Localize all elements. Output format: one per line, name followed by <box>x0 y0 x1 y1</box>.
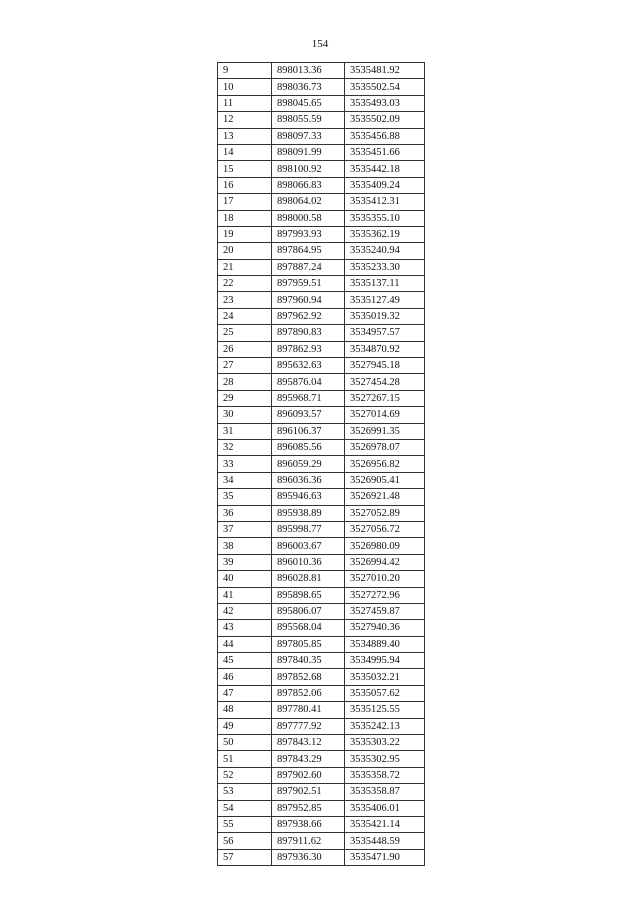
table-row <box>218 849 425 865</box>
table-row <box>218 161 425 177</box>
table-row <box>218 816 425 832</box>
x-coordinate-cell: 897911.62 <box>272 833 345 849</box>
table-row <box>218 374 425 390</box>
y-coordinate-cell: 3527945.18 <box>345 358 425 374</box>
point-number-cell: 32 <box>218 439 272 455</box>
y-coordinate-cell: 3535502.09 <box>345 112 425 128</box>
table-row <box>218 571 425 587</box>
x-coordinate-cell: 897780.41 <box>272 702 345 718</box>
y-coordinate-cell: 3535127.49 <box>345 292 425 308</box>
y-coordinate-cell: 3526921.48 <box>345 489 425 505</box>
table-row <box>218 833 425 849</box>
x-coordinate-cell: 895946.63 <box>272 489 345 505</box>
table-row <box>218 325 425 341</box>
table-row <box>218 292 425 308</box>
y-coordinate-cell: 3526956.82 <box>345 456 425 472</box>
y-coordinate-cell: 3535456.88 <box>345 128 425 144</box>
x-coordinate-cell: 895806.07 <box>272 603 345 619</box>
point-number-cell: 30 <box>218 407 272 423</box>
x-coordinate-cell: 897902.51 <box>272 784 345 800</box>
table-row <box>218 423 425 439</box>
table-row <box>218 259 425 275</box>
x-coordinate-cell: 897959.51 <box>272 276 345 292</box>
table-row <box>218 587 425 603</box>
x-coordinate-cell: 897960.94 <box>272 292 345 308</box>
y-coordinate-cell: 3535302.95 <box>345 751 425 767</box>
point-number-cell: 11 <box>218 95 272 111</box>
x-coordinate-cell: 895938.89 <box>272 505 345 521</box>
x-coordinate-cell: 896010.36 <box>272 554 345 570</box>
point-number-cell: 29 <box>218 390 272 406</box>
y-coordinate-cell: 3527014.69 <box>345 407 425 423</box>
y-coordinate-cell: 3527940.36 <box>345 620 425 636</box>
y-coordinate-cell: 3535493.03 <box>345 95 425 111</box>
x-coordinate-cell: 896093.57 <box>272 407 345 423</box>
point-number-cell: 17 <box>218 194 272 210</box>
x-coordinate-cell: 896003.67 <box>272 538 345 554</box>
y-coordinate-cell: 3535448.59 <box>345 833 425 849</box>
x-coordinate-cell: 897993.93 <box>272 226 345 242</box>
y-coordinate-cell: 3535358.87 <box>345 784 425 800</box>
y-coordinate-cell: 3527056.72 <box>345 521 425 537</box>
point-number-cell: 10 <box>218 79 272 95</box>
table-row <box>218 751 425 767</box>
y-coordinate-cell: 3535303.22 <box>345 735 425 751</box>
point-number-cell: 54 <box>218 800 272 816</box>
x-coordinate-cell: 898055.59 <box>272 112 345 128</box>
y-coordinate-cell: 3534889.40 <box>345 636 425 652</box>
point-number-cell: 25 <box>218 325 272 341</box>
x-coordinate-cell: 895876.04 <box>272 374 345 390</box>
point-number-cell: 51 <box>218 751 272 767</box>
x-coordinate-cell: 897887.24 <box>272 259 345 275</box>
coordinate-table <box>217 62 425 866</box>
x-coordinate-cell: 897852.68 <box>272 669 345 685</box>
x-coordinate-cell: 898091.99 <box>272 144 345 160</box>
point-number-cell: 24 <box>218 308 272 324</box>
x-coordinate-cell: 897938.66 <box>272 816 345 832</box>
x-coordinate-cell: 898100.92 <box>272 161 345 177</box>
x-coordinate-cell: 897890.83 <box>272 325 345 341</box>
y-coordinate-cell: 3535358.72 <box>345 767 425 783</box>
x-coordinate-cell: 898036.73 <box>272 79 345 95</box>
table-row <box>218 767 425 783</box>
point-number-cell: 48 <box>218 702 272 718</box>
point-number-cell: 53 <box>218 784 272 800</box>
table-row <box>218 63 425 79</box>
point-number-cell: 22 <box>218 276 272 292</box>
y-coordinate-cell: 3535481.92 <box>345 63 425 79</box>
point-number-cell: 45 <box>218 653 272 669</box>
table-row <box>218 456 425 472</box>
x-coordinate-cell: 897843.29 <box>272 751 345 767</box>
x-coordinate-cell: 896085.56 <box>272 439 345 455</box>
x-coordinate-cell: 896106.37 <box>272 423 345 439</box>
table-row <box>218 735 425 751</box>
y-coordinate-cell: 3526905.41 <box>345 472 425 488</box>
table-row <box>218 390 425 406</box>
y-coordinate-cell: 3535471.90 <box>345 849 425 865</box>
y-coordinate-cell: 3527272.96 <box>345 587 425 603</box>
x-coordinate-cell: 898013.36 <box>272 63 345 79</box>
y-coordinate-cell: 3535240.94 <box>345 243 425 259</box>
point-number-cell: 15 <box>218 161 272 177</box>
table-row <box>218 358 425 374</box>
y-coordinate-cell: 3535442.18 <box>345 161 425 177</box>
point-number-cell: 36 <box>218 505 272 521</box>
table-row <box>218 784 425 800</box>
point-number-cell: 28 <box>218 374 272 390</box>
point-number-cell: 39 <box>218 554 272 570</box>
point-number-cell: 52 <box>218 767 272 783</box>
y-coordinate-cell: 3535362.19 <box>345 226 425 242</box>
point-number-cell: 18 <box>218 210 272 226</box>
y-coordinate-cell: 3535409.24 <box>345 177 425 193</box>
x-coordinate-cell: 898045.65 <box>272 95 345 111</box>
x-coordinate-cell: 895968.71 <box>272 390 345 406</box>
x-coordinate-cell: 896036.36 <box>272 472 345 488</box>
table-row <box>218 538 425 554</box>
table-row <box>218 308 425 324</box>
x-coordinate-cell: 895998.77 <box>272 521 345 537</box>
point-number-cell: 12 <box>218 112 272 128</box>
point-number-cell: 26 <box>218 341 272 357</box>
y-coordinate-cell: 3527052.89 <box>345 505 425 521</box>
x-coordinate-cell: 897864.95 <box>272 243 345 259</box>
point-number-cell: 57 <box>218 849 272 865</box>
y-coordinate-cell: 3526980.09 <box>345 538 425 554</box>
table-row <box>218 489 425 505</box>
table-row <box>218 636 425 652</box>
table-row <box>218 554 425 570</box>
point-number-cell: 55 <box>218 816 272 832</box>
table-row <box>218 472 425 488</box>
table-row <box>218 669 425 685</box>
x-coordinate-cell: 895632.63 <box>272 358 345 374</box>
point-number-cell: 49 <box>218 718 272 734</box>
coordinate-table-body <box>218 63 425 866</box>
table-row <box>218 177 425 193</box>
y-coordinate-cell: 3534957.57 <box>345 325 425 341</box>
table-row <box>218 341 425 357</box>
point-number-cell: 41 <box>218 587 272 603</box>
point-number-cell: 46 <box>218 669 272 685</box>
x-coordinate-cell: 896028.81 <box>272 571 345 587</box>
x-coordinate-cell: 897805.85 <box>272 636 345 652</box>
y-coordinate-cell: 3535137.11 <box>345 276 425 292</box>
table-row <box>218 653 425 669</box>
point-number-cell: 34 <box>218 472 272 488</box>
table-row <box>218 226 425 242</box>
table-row <box>218 800 425 816</box>
y-coordinate-cell: 3526991.35 <box>345 423 425 439</box>
y-coordinate-cell: 3535125.55 <box>345 702 425 718</box>
y-coordinate-cell: 3535406.01 <box>345 800 425 816</box>
point-number-cell: 35 <box>218 489 272 505</box>
table-row <box>218 276 425 292</box>
y-coordinate-cell: 3527267.15 <box>345 390 425 406</box>
table-row <box>218 95 425 111</box>
point-number-cell: 42 <box>218 603 272 619</box>
x-coordinate-cell: 897862.93 <box>272 341 345 357</box>
x-coordinate-cell: 898097.33 <box>272 128 345 144</box>
table-row <box>218 128 425 144</box>
table-row <box>218 702 425 718</box>
x-coordinate-cell: 897936.30 <box>272 849 345 865</box>
y-coordinate-cell: 3535233.30 <box>345 259 425 275</box>
x-coordinate-cell: 898064.02 <box>272 194 345 210</box>
y-coordinate-cell: 3535421.14 <box>345 816 425 832</box>
point-number-cell: 38 <box>218 538 272 554</box>
point-number-cell: 40 <box>218 571 272 587</box>
y-coordinate-cell: 3534870.92 <box>345 341 425 357</box>
x-coordinate-cell: 897852.06 <box>272 685 345 701</box>
point-number-cell: 19 <box>218 226 272 242</box>
y-coordinate-cell: 3535057.62 <box>345 685 425 701</box>
x-coordinate-cell: 897952.85 <box>272 800 345 816</box>
table-row <box>218 505 425 521</box>
x-coordinate-cell: 897840.35 <box>272 653 345 669</box>
point-number-cell: 16 <box>218 177 272 193</box>
y-coordinate-cell: 3526994.42 <box>345 554 425 570</box>
point-number-cell: 20 <box>218 243 272 259</box>
x-coordinate-cell: 897962.92 <box>272 308 345 324</box>
point-number-cell: 47 <box>218 685 272 701</box>
x-coordinate-cell: 897902.60 <box>272 767 345 783</box>
table-row <box>218 243 425 259</box>
point-number-cell: 14 <box>218 144 272 160</box>
table-row <box>218 718 425 734</box>
point-number-cell: 43 <box>218 620 272 636</box>
table-row <box>218 194 425 210</box>
y-coordinate-cell: 3535032.21 <box>345 669 425 685</box>
x-coordinate-cell: 895568.04 <box>272 620 345 636</box>
point-number-cell: 31 <box>218 423 272 439</box>
table-row <box>218 144 425 160</box>
y-coordinate-cell: 3535412.31 <box>345 194 425 210</box>
page-number: 154 <box>311 38 329 50</box>
y-coordinate-cell: 3527459.87 <box>345 603 425 619</box>
table-row <box>218 620 425 636</box>
table-row <box>218 210 425 226</box>
y-coordinate-cell: 3527010.20 <box>345 571 425 587</box>
table-row <box>218 439 425 455</box>
point-number-cell: 23 <box>218 292 272 308</box>
y-coordinate-cell: 3535242.13 <box>345 718 425 734</box>
x-coordinate-cell: 897843.12 <box>272 735 345 751</box>
point-number-cell: 9 <box>218 63 272 79</box>
point-number-cell: 33 <box>218 456 272 472</box>
table-row <box>218 79 425 95</box>
table-row <box>218 521 425 537</box>
point-number-cell: 21 <box>218 259 272 275</box>
y-coordinate-cell: 3534995.94 <box>345 653 425 669</box>
x-coordinate-cell: 895898.65 <box>272 587 345 603</box>
y-coordinate-cell: 3535451.66 <box>345 144 425 160</box>
x-coordinate-cell: 898066.83 <box>272 177 345 193</box>
x-coordinate-cell: 896059.29 <box>272 456 345 472</box>
point-number-cell: 27 <box>218 358 272 374</box>
x-coordinate-cell: 898000.58 <box>272 210 345 226</box>
table-row <box>218 407 425 423</box>
x-coordinate-cell: 897777.92 <box>272 718 345 734</box>
y-coordinate-cell: 3535502.54 <box>345 79 425 95</box>
y-coordinate-cell: 3535019.32 <box>345 308 425 324</box>
point-number-cell: 13 <box>218 128 272 144</box>
y-coordinate-cell: 3527454.28 <box>345 374 425 390</box>
table-row <box>218 603 425 619</box>
y-coordinate-cell: 3535355.10 <box>345 210 425 226</box>
point-number-cell: 50 <box>218 735 272 751</box>
table-row <box>218 112 425 128</box>
point-number-cell: 37 <box>218 521 272 537</box>
table-row <box>218 685 425 701</box>
point-number-cell: 56 <box>218 833 272 849</box>
y-coordinate-cell: 3526978.07 <box>345 439 425 455</box>
point-number-cell: 44 <box>218 636 272 652</box>
